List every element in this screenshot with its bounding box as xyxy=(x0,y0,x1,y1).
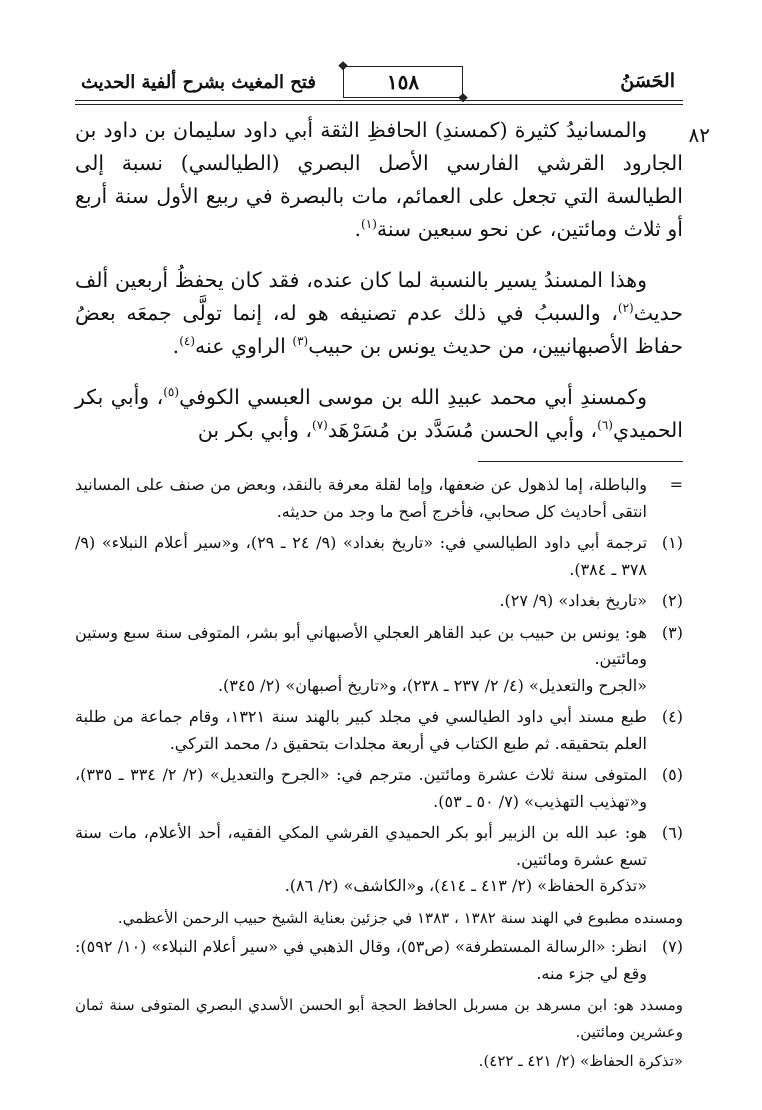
text-run: ، وأبي بكر بن xyxy=(197,418,313,442)
footnotes xyxy=(75,472,683,1078)
footnote xyxy=(75,704,683,757)
footnote-ref: (١) xyxy=(361,217,377,232)
footnote-text: هو: عبد الله بن الزبير أبو بكر الحميدي القرشي المكي الفقيه، أحد الأعلام، مات سنة تسع عشرة ومائتين. xyxy=(75,823,647,869)
paragraph-number: ٨٢ xyxy=(688,123,710,147)
footnote-mark: (٦) xyxy=(661,823,683,842)
footnote-ref: (٥) xyxy=(163,385,180,400)
header-rule xyxy=(75,104,683,105)
text-run: ، وأبي الحسن مُسَدَّد بن مُسَرْهَد xyxy=(327,418,598,442)
footnote-ref: (٣) xyxy=(292,334,309,349)
page-number-box xyxy=(337,59,469,105)
text-run: . xyxy=(172,334,180,358)
main-text xyxy=(75,114,683,465)
footnote xyxy=(75,620,683,700)
footnote-note: ومسدد هو: ابن مسرهد بن مسربل الحافظ الحجة أبو الحسن الأسدي البصري المتوفى سنة ثمان وعشرين ومائتين. xyxy=(75,996,683,1041)
footnote-note: ومسنده مطبوع في الهند سنة ١٣٨٢ ، ١٣٨٣ في جزئين بعناية الشيخ حبيب الرحمن الأعظمي. xyxy=(117,908,683,927)
footnote-mark: (٤) xyxy=(661,707,683,726)
ornament-icon: ❖ xyxy=(337,59,349,73)
footnote-mark: (٧) xyxy=(661,937,683,956)
text-run: وهذا المسندُ يسير بالنسبة لما كان عنده، فقد كان يحفظُ أربعين ألف حديث xyxy=(75,268,683,325)
footnote-text: المتوفى سنة ثلاث عشرة ومائتين. مترجم في: «الجرح والتعديل» (٢/ ٢/ ٣٣٤ ـ ٣٣٥)، و«تهذيب التهذيب» (٧/ ٥٠ ـ ٥٣). xyxy=(75,765,648,811)
footnote-text: «تذكرة الحفاظ» (٢/ ٤١٣ ـ ٤١٤)، و«الكاشف» (٢/ ٨٦). xyxy=(284,876,647,895)
footnote-mark: = xyxy=(669,475,683,494)
page-number: ١٥٨ xyxy=(386,70,420,94)
footnote xyxy=(75,588,683,615)
footnote xyxy=(75,530,683,583)
footnote-separator xyxy=(478,461,683,462)
text-run: والمسانيدُ كثيرة (كمسندِ) الحافظِ الثقة أبي داود سليمان بن داود بن الجارود القرشي الفارسي الأصل البصري (الطيالسي) نسبة إلى الطيالسة التي تجعل على العمائم، مات بالبصرة في ربيع الأول سنة أربع أو ثلاث ومائتين، عن نحو سبعين سنة xyxy=(75,118,683,241)
footnote-text: «تاريخ بغداد» (٩/ ٢٧). xyxy=(499,591,647,610)
footnote-text: ترجمة أبي داود الطيالسي في: «تاريخ بغداد» (٩/ ٢٤ ـ ٢٩)، و«سير أعلام النبلاء» (٩/ ٣٧٨ ـ ٣٨٤). xyxy=(75,533,648,579)
page-header xyxy=(75,59,683,106)
text-run: الراوي عنه xyxy=(195,334,293,358)
header-rule xyxy=(75,100,683,101)
footnote xyxy=(75,934,683,987)
text-run: ، وأبي بكر الحميدي xyxy=(75,385,683,442)
ornament-icon: ❖ xyxy=(457,91,469,105)
footnote xyxy=(75,472,683,525)
footnote-ref: (٤) xyxy=(179,334,196,349)
paragraph xyxy=(75,264,683,363)
section-title: الحَسَنُ xyxy=(620,70,675,92)
footnote-mark: (٢) xyxy=(661,591,683,610)
footnote xyxy=(75,820,683,900)
footnote-text: انظر: «الرسالة المستطرفة» (ص٥٣)، وقال الذهبي في «سير أعلام النبلاء» (١٠/ ٥٩٢): وقع لي جزء منه. xyxy=(75,937,647,983)
paragraph xyxy=(75,114,683,246)
footnote-mark: (١) xyxy=(661,533,683,552)
footnote xyxy=(75,762,683,815)
footnote-mark: (٥) xyxy=(661,765,683,784)
paragraph xyxy=(75,381,683,447)
text-run: . xyxy=(354,217,362,241)
footnote-text: «الجرح والتعديل» (٤/ ٢/ ٢٣٧ ـ ٢٣٨)، و«تاريخ أصبهان» (٢/ ٣٤٥). xyxy=(217,675,647,695)
book-title: فتح المغيث بشرح ألفية الحديث xyxy=(81,72,316,93)
text-run: ، والسببُ في ذلك عدم تصنيفه هو له، إنما تولَّى جمعَه بعضُ حفاظ الأصبهانيين، من حديث يونس بن حبيب xyxy=(75,301,683,358)
footnote-ref: (٢) xyxy=(617,301,634,316)
footnote-ref: (٦) xyxy=(597,418,613,433)
footnote-mark: (٣) xyxy=(661,622,683,642)
footnote-ref: (٧) xyxy=(312,418,328,433)
footnote-text: طبع مسند أبي داود الطيالسي في مجلد كبير بالهند سنة ١٣٢١، وقام جماعة من طلبة العلم بتحقيقه. ثم طبع الكتاب في أربعة مجلدات بتحقيق د/ محمد التركي. xyxy=(75,707,647,753)
text-run: وكمسندِ أبي محمد عبيدِ الله بن موسى العبسي الكوفي xyxy=(179,385,647,409)
footnote-note: «تذكرة الحفاظ» (٢/ ٤٢١ ـ ٤٢٢). xyxy=(478,1052,683,1070)
footnote-text: هو: يونس بن حبيب بن عبد القاهر العجلي الأصبهاني أبو بشر، المتوفى سنة سبع وستين ومائتين. xyxy=(75,622,647,668)
footnote-text: والباطلة، إما لذهول عن ضعفها، وإما لقلة معرفة بالنقد، وبعض من صنف على المسانيد انتقى أحاديث كل صحابي، فأخرج أصح ما وجد من حديثه. xyxy=(75,475,647,521)
